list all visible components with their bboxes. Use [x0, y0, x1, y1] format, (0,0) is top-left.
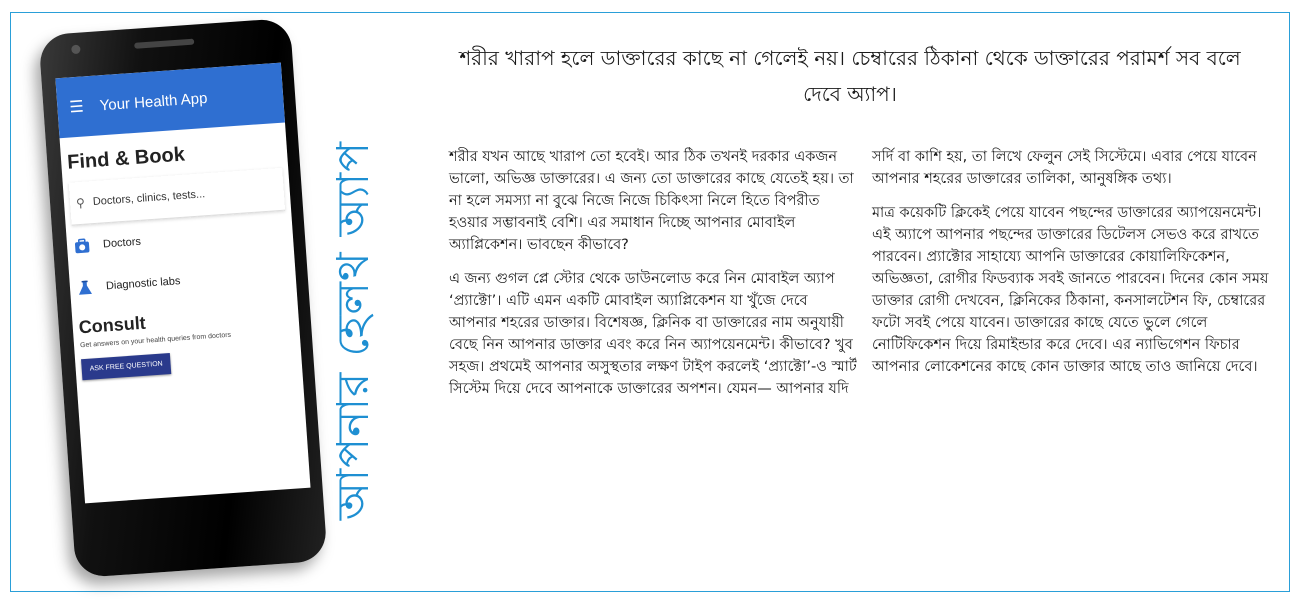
left-column	[449, 146, 859, 412]
side-title-text: আপনার হেলথ অ্যাপ	[328, 140, 380, 520]
side-title	[322, 80, 392, 580]
paragraph: এ জন্য গুগল প্লে স্টোর থেকে ডাউনলোড করে নিন মোবাইল অ্যাপ ‘প্র্যাক্টো’। এটি এমন একটি মোবাইল অ্যাপ্লিকেশন যা খুঁজে দেবে আপনার শহরের ডাক্তার। বিশেষজ্ঞ, ক্লিনিক বা ডাক্তারের নাম অনুযায়ী বেছে নিন আপনার ডাক্তার এবং করে নিন অ্যাপয়েনমেন্ট। কীভাবে? খুব সহজ। প্রথমেই আপনার অসুস্থতার লক্ষণ টাইপ করলেই ‘প্র্যাক্টো’-ও স্মার্ট সিস্টেম দিয়ে দেবে আপনাকে ডাক্তারের অপশন। যেমন— আপনার যদি	[449, 271, 857, 397]
consult-title: Consult	[78, 312, 147, 338]
find-book-title: Find & Book	[66, 143, 186, 174]
headline: শরীর খারাপ হলে ডাক্তারের কাছে না গেলেই নয়। চেম্বারের ঠিকানা থেকে ডাক্তারের পরামর্শ সব বলে দেবে অ্যাপ।	[459, 46, 1241, 106]
consult-subtitle: Get answers on your health queries from doctors	[79, 331, 232, 350]
doctors-label: Doctors	[102, 235, 142, 251]
paragraph: মাত্র কয়েকটি ক্লিকেই পেয়ে যাবেন পছন্দের ডাক্তারের অ্যাপয়েনমেন্ট। এই অ্যাপে আপনার পছন্দের ডাক্তারের ডিটেলস সেভও করে রাখতে পারবেন। প্র্যাক্টোর সাহায্যে আপনি ডাক্তারের কোয়ালিফিকেশন, অভিজ্ঞতা, রোগীর ফিডব্যাক সবই জানতে পারবেন। দিনের কোন সময় ডাক্তার রোগী দেখবেন, ক্লিনিকের ঠিকানা, কনসালটেশন ফি, চেম্বারের ফটো সবই পেয়ে যাবেন। ডাক্তারের কাছে যেতে ভুলে গেলে নোটিফিকেশন দিয়ে রিমাইন্ডার করে দেবে। এর ন্যাভিগেশন ফিচার আপনার লোকেশনের কাছে কোন ডাক্তার আছে তাও জানিয়ে দেবে।	[872, 205, 1269, 375]
flask-icon	[75, 278, 94, 297]
doctor-bag-icon	[73, 236, 92, 255]
phone-image	[38, 18, 327, 578]
menu-icon: ☰	[68, 98, 85, 117]
phone-screen	[55, 63, 310, 504]
ask-free-question-button: ASK FREE QUESTION	[81, 353, 171, 380]
right-column	[872, 146, 1282, 390]
search-placeholder: Doctors, clinics, tests...	[92, 188, 206, 209]
paragraph: শরীর যখন আছে খারাপ তো হবেই। আর ঠিক তখনই দরকার একজন ভালো, অভিজ্ঞ ডাক্তারের। এ জন্য তো ডাক্তারের কাছে যেতেই হয়। তা না হলে সমস্যা না বুঝে নিজে নিজে চিকিৎসা নিলে হিতে বিপরীত হওয়ার সম্ভাবনাই বেশি। এর সমাধান দিচ্ছে আপনার মোবাইল অ্যাপ্লিকেশন। ভাবছেন কীভাবে?	[449, 149, 854, 253]
app-title: Your Health App	[99, 89, 208, 114]
search-icon: ⚲	[75, 195, 86, 211]
labs-label: Diagnostic labs	[105, 275, 181, 293]
paragraph: সর্দি বা কাশি হয়, তা লিখে ফেলুন সেই সিস্টেমে। এবার পেয়ে যাবেন আপনার শহরের ডাক্তারের তালিকা, আনুষঙ্গিক তথ্য।	[872, 149, 1257, 187]
